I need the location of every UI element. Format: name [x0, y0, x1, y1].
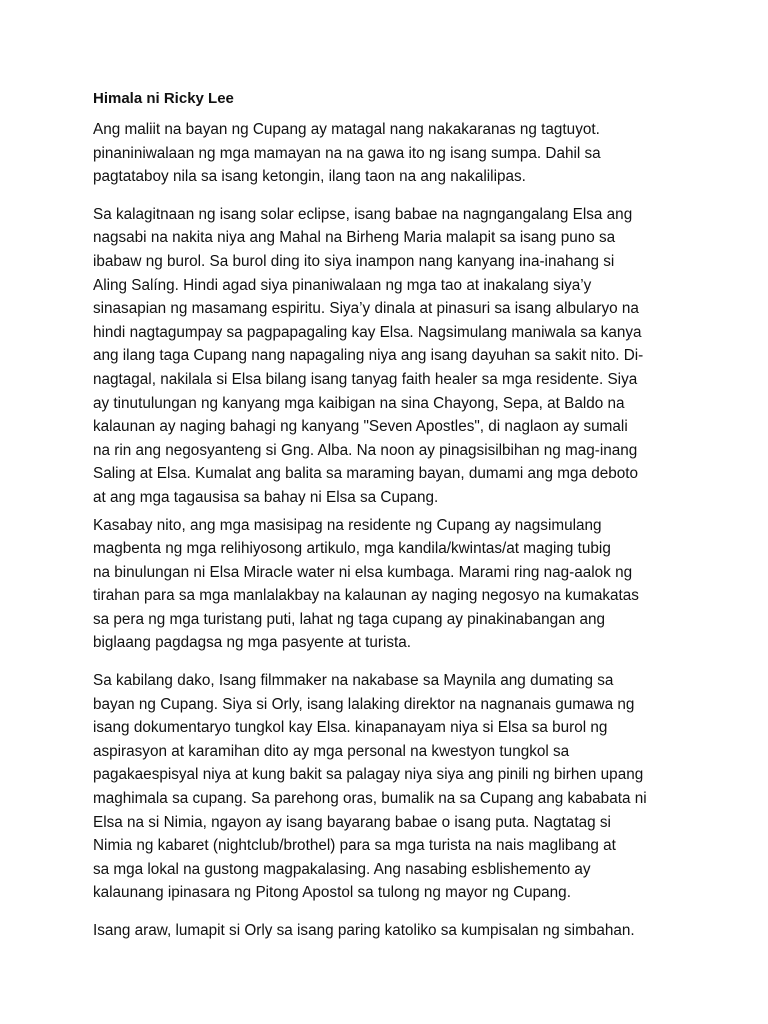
text-line: Aling Salíng. Hindi agad siya pinaniwalaan ng mga tao at inakalang siya’y — [93, 276, 592, 294]
paragraph-1 — [93, 118, 683, 189]
text-line: ay tinutulungan ng kanyang mga kaibigan na sina Chayong, Sepa, at Baldo na — [93, 394, 625, 412]
text-line: na binulungan ni Elsa Miracle water ni elsa kumbaga. Marami ring nag-aalok ng — [93, 563, 633, 581]
text-line: pagakaespisyal niya at kung bakit sa palagay niya siya ang pinili ng birhen upang — [93, 766, 644, 784]
paragraph-4 — [93, 669, 683, 905]
paragraph-5 — [93, 919, 683, 943]
document-title: Himala ni Ricky Lee — [93, 90, 234, 107]
text-line: at ang mga tagausisa sa bahay ni Elsa sa Cupang. — [93, 488, 439, 506]
text-line: kalaunan ay naging bahagi ng kanyang "Seven Apostles", di naglaon ay sumali — [93, 418, 628, 436]
text-line: magbenta ng mga relihiyosong artikulo, mga kandila/kwintas/at maging tubig — [93, 540, 611, 558]
text-line: Sa kabilang dako, Isang filmmaker na nakabase sa Maynila ang dumating sa — [93, 672, 614, 690]
text-line: nagtagal, nakilala si Elsa bilang isang tanyag faith healer sa mga residente. Siya — [93, 370, 638, 388]
paragraph-2 — [93, 203, 683, 510]
text-line: kalaunang ipinasara ng Pitong Apostol sa tulong ng mayor ng Cupang. — [93, 884, 571, 902]
text-line: Elsa na si Nimia, ngayon ay isang bayarang babae o isang puta. Nagtatag si — [93, 813, 611, 831]
text-line: Sa kalagitnaan ng isang solar eclipse, isang babae na nagngangalang Elsa ang — [93, 205, 633, 223]
text-line: Isang araw, lumapit si Orly sa isang paring katoliko sa kumpisalan ng simbahan. — [93, 922, 635, 939]
text-line: sa mga lokal na gustong magpakalasing. Ang nasabing esblishemento ay — [93, 860, 591, 878]
text-line: isang dokumentaryo tungkol kay Elsa. kinapanayam niya si Elsa sa burol ng — [93, 719, 608, 737]
document-page — [93, 88, 683, 943]
text-line: Kasabay nito, ang mga masisipag na residente ng Cupang ay nagsimulang — [93, 516, 602, 534]
text-line: Ang maliit na bayan ng Cupang ay matagal nang nakakaranas ng tagtuyot. — [93, 121, 600, 138]
text-line: hindi nagtagumpay sa pagpapagaling kay Elsa. Nagsimulang maniwala sa kanya — [93, 323, 642, 341]
text-line: sa pera ng mga turistang puti, lahat ng taga cupang ay pinakinabangan ang — [93, 610, 605, 628]
text-line: tirahan para sa mga manlalakbay na kalaunan ay naging negosyo na kumakatas — [93, 587, 639, 605]
text-line: Saling at Elsa. Kumalat ang balita sa maraming bayan, dumami ang mga deboto — [93, 465, 639, 483]
text-line: nagsabi na nakita niya ang Mahal na Birheng Maria malapit sa isang puno sa — [93, 229, 616, 247]
text-line: aspirasyon at karamihan dito ay mga personal na kwestyon tungkol sa — [93, 742, 570, 760]
text-line: ibabaw ng burol. Sa burol ding ito siya inampon nang kanyang ina-inahang si — [93, 252, 615, 270]
text-line: na rin ang negosyanteng si Gng. Alba. Na noon ay pinagsisilbihan ng mag-inang — [93, 441, 638, 459]
text-line: ang ilang taga Cupang nang napagaling niya ang isang dayuhan sa sakit nito. Di- — [93, 347, 644, 365]
text-line: bayan ng Cupang. Siya si Orly, isang lalaking direktor na nagnanais gumawa ng — [93, 695, 635, 713]
paragraph-3 — [93, 514, 683, 656]
text-line: Nimia ng kabaret (nightclub/brothel) para sa mga turista na nais maglibang at — [93, 837, 616, 855]
text-line: pagtataboy nila sa isang ketongin, ilang taon na ang nakalilipas. — [93, 168, 526, 186]
text-line: pinaniniwalaan ng mga mamayan na na gawa ito ng isang sumpa. Dahil sa — [93, 144, 601, 162]
text-line: biglaang pagdagsa ng mga pasyente at turista. — [93, 634, 412, 652]
text-line: sinasapian ng masamang espiritu. Siya’y dinala at pinasuri sa isang albularyo na — [93, 300, 639, 318]
text-line: maghimala sa cupang. Sa parehong oras, bumalik na sa Cupang ang kababata ni — [93, 790, 647, 808]
